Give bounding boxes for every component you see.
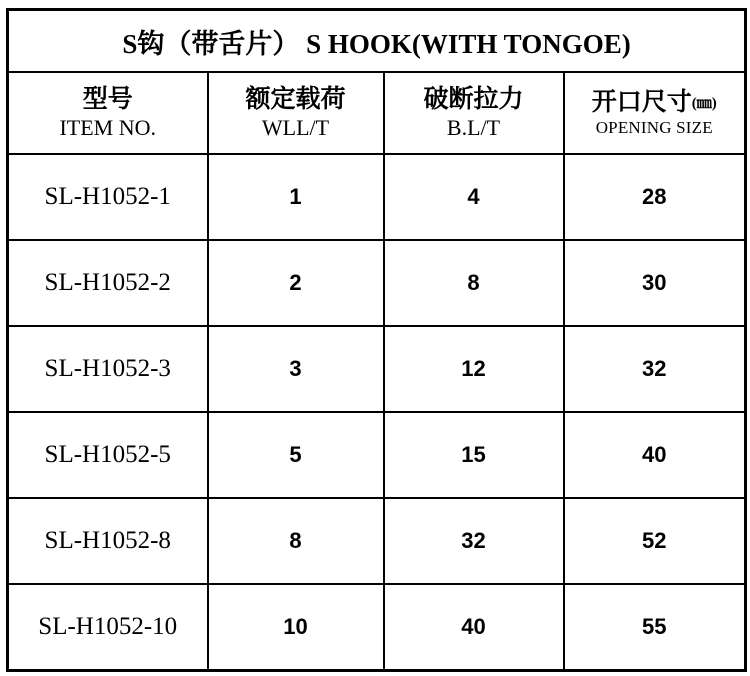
cell-wll: 8	[208, 498, 384, 584]
cell-opening: 32	[564, 326, 746, 412]
header-row	[8, 72, 746, 154]
cell-bl: 8	[384, 240, 564, 326]
cell-item-no: SL-H1052-8	[8, 498, 208, 584]
cell-bl: 12	[384, 326, 564, 412]
table-title	[8, 10, 746, 73]
cell-wll: 3	[208, 326, 384, 412]
table-title-cn: S钩（带舌片）	[122, 28, 300, 59]
column-header-item-no	[8, 72, 208, 154]
cell-opening: 30	[564, 240, 746, 326]
cell-bl: 32	[384, 498, 564, 584]
column-header-opening-size-en: OPENING SIZE	[595, 117, 713, 137]
cell-bl: 15	[384, 412, 564, 498]
column-header-bl	[384, 72, 564, 154]
column-header-wll-cn: 额定载荷	[245, 85, 346, 113]
column-header-opening-size-cn	[565, 89, 745, 118]
cell-item-no: SL-H1052-5	[8, 412, 208, 498]
column-header-item-no-en: ITEM NO.	[59, 114, 157, 140]
cell-wll: 2	[208, 240, 384, 326]
cell-wll: 10	[208, 584, 384, 671]
cell-item-no: SL-H1052-3	[8, 326, 208, 412]
table-row	[8, 498, 746, 584]
table-row	[8, 326, 746, 412]
column-header-opening-size-unit: (㎜)	[691, 95, 717, 112]
table-row	[8, 584, 746, 671]
table-title-en: S HOOK(WITH TONGOE)	[306, 28, 631, 59]
column-header-opening-size-cn-text: 开口尺寸	[591, 88, 692, 116]
cell-item-no: SL-H1052-10	[8, 584, 208, 671]
cell-item-no: SL-H1052-1	[8, 154, 208, 240]
table-row	[8, 240, 746, 326]
column-header-wll	[208, 72, 384, 154]
column-header-opening-size	[564, 72, 746, 154]
column-header-bl-cn: 破断拉力	[423, 85, 524, 113]
column-header-bl-en: B.L/T	[446, 114, 501, 140]
title-row	[8, 10, 746, 73]
cell-opening: 40	[564, 412, 746, 498]
cell-item-no: SL-H1052-2	[8, 240, 208, 326]
column-header-item-no-cn: 型号	[82, 85, 133, 113]
cell-opening: 55	[564, 584, 746, 671]
table-row	[8, 154, 746, 240]
specification-table	[6, 8, 747, 672]
table-row	[8, 412, 746, 498]
cell-wll: 5	[208, 412, 384, 498]
column-header-wll-en: WLL/T	[261, 114, 330, 140]
cell-opening: 52	[564, 498, 746, 584]
cell-opening: 28	[564, 154, 746, 240]
cell-bl: 40	[384, 584, 564, 671]
cell-bl: 4	[384, 154, 564, 240]
cell-wll: 1	[208, 154, 384, 240]
